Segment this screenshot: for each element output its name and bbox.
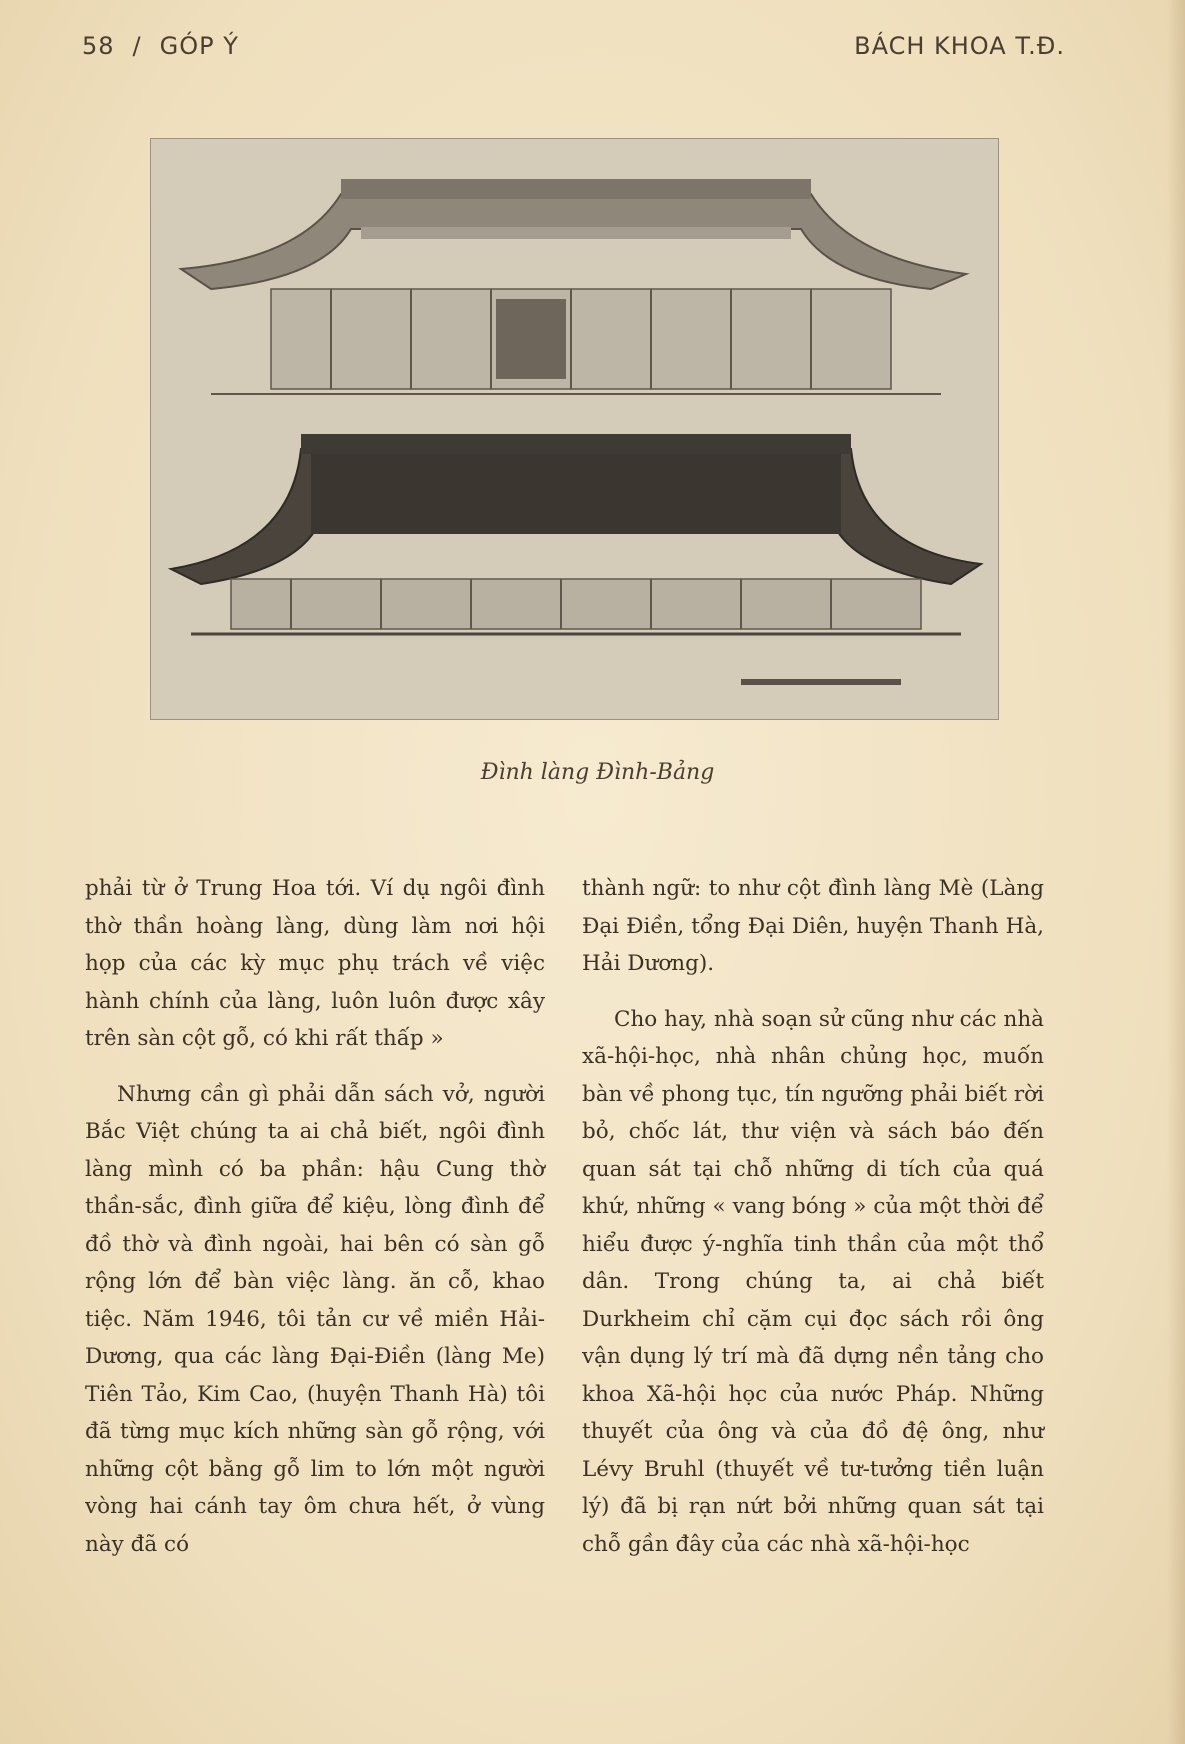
left-paragraph-1: phải từ ở Trung Hoa tới. Ví dụ ngôi đình thờ thần hoàng làng, dùng làm nơi hội họp của các kỳ mục phụ trách về việc hành chính của làng, luôn luôn được xây trên sàn cột gỗ, có khi rất thấp » xyxy=(85,876,545,1051)
header-left xyxy=(82,32,239,60)
figure-caption: Đình làng Đình-Bảng xyxy=(480,760,715,785)
header-separator: / xyxy=(132,32,142,60)
right-column xyxy=(582,870,1044,1581)
temple-drawing xyxy=(151,139,998,719)
left-column xyxy=(85,870,545,1581)
temple-illustration xyxy=(150,138,999,720)
lower-facade xyxy=(231,579,921,629)
page-number: 58 xyxy=(82,32,115,60)
scale-bar xyxy=(741,679,901,685)
page-header xyxy=(82,32,1065,72)
right-paragraph-2: Cho hay, nhà soạn sử cũng như các nhà xã-hội-học, nhà nhân chủng học, muốn bàn về phong tục, tín ngưỡng phải biết rời bỏ, chốc lát, thư viện và sách báo đến quan sát tại chỗ những di tích của quá khứ, những « vang bóng » của một thời để hiểu được ý-nghĩa tinh thần của một thổ dân. Trong chúng ta, ai chả biết Durkheim chỉ cặm cụi đọc sách rồi ông vận dụng lý trí mà đã dựng nền tảng cho khoa Xã-hội học của nước Pháp. Những thuyết của ông và của đồ đệ ông, như Lévy Bruhl (thuyết về tư-tưởng tiền luận lý) đã bị rạn nứt bởi những quan sát tại chỗ gần đây của các nhà xã-hội-học xyxy=(582,1006,1044,1557)
upper-facade xyxy=(271,289,891,389)
upper-central-door xyxy=(496,299,566,379)
lower-ridge xyxy=(301,434,851,454)
upper-ridge xyxy=(341,179,811,199)
publication-title: BÁCH KHOA T.Đ. xyxy=(854,32,1065,60)
right-paragraph-1: thành ngữ: to như cột đình làng Mè (Làng Đại Điền, tổng Đại Diên, huyện Thanh Hà, Hải Dương). xyxy=(582,876,1044,976)
section-title: GÓP Ý xyxy=(159,32,239,60)
left-paragraph-2: Nhưng cần gì phải dẫn sách vở, người Bắc Việt chúng ta ai chả biết, ngôi đình làng mình có ba phần: hậu Cung thờ thần-sắc, đình giữa để kiệu, lòng đình để đồ thờ và đình ngoài, hai bên có sàn gỗ rộng lớn để bàn việc làng. ăn cỗ, khao tiệc. Năm 1946, tôi tản cư về miền Hải-Dương, qua các làng Đại-Điền (làng Me) Tiên Tảo, Kim Cao, (huyện Thanh Hà) tôi đã từng mục kích những sàn gỗ rộng, với những cột bằng gỗ lim to lớn một người vòng hai cánh tay ôm chưa hết, ở vùng này đã có xyxy=(85,1081,545,1557)
page-edge-shadow xyxy=(1167,0,1185,1744)
